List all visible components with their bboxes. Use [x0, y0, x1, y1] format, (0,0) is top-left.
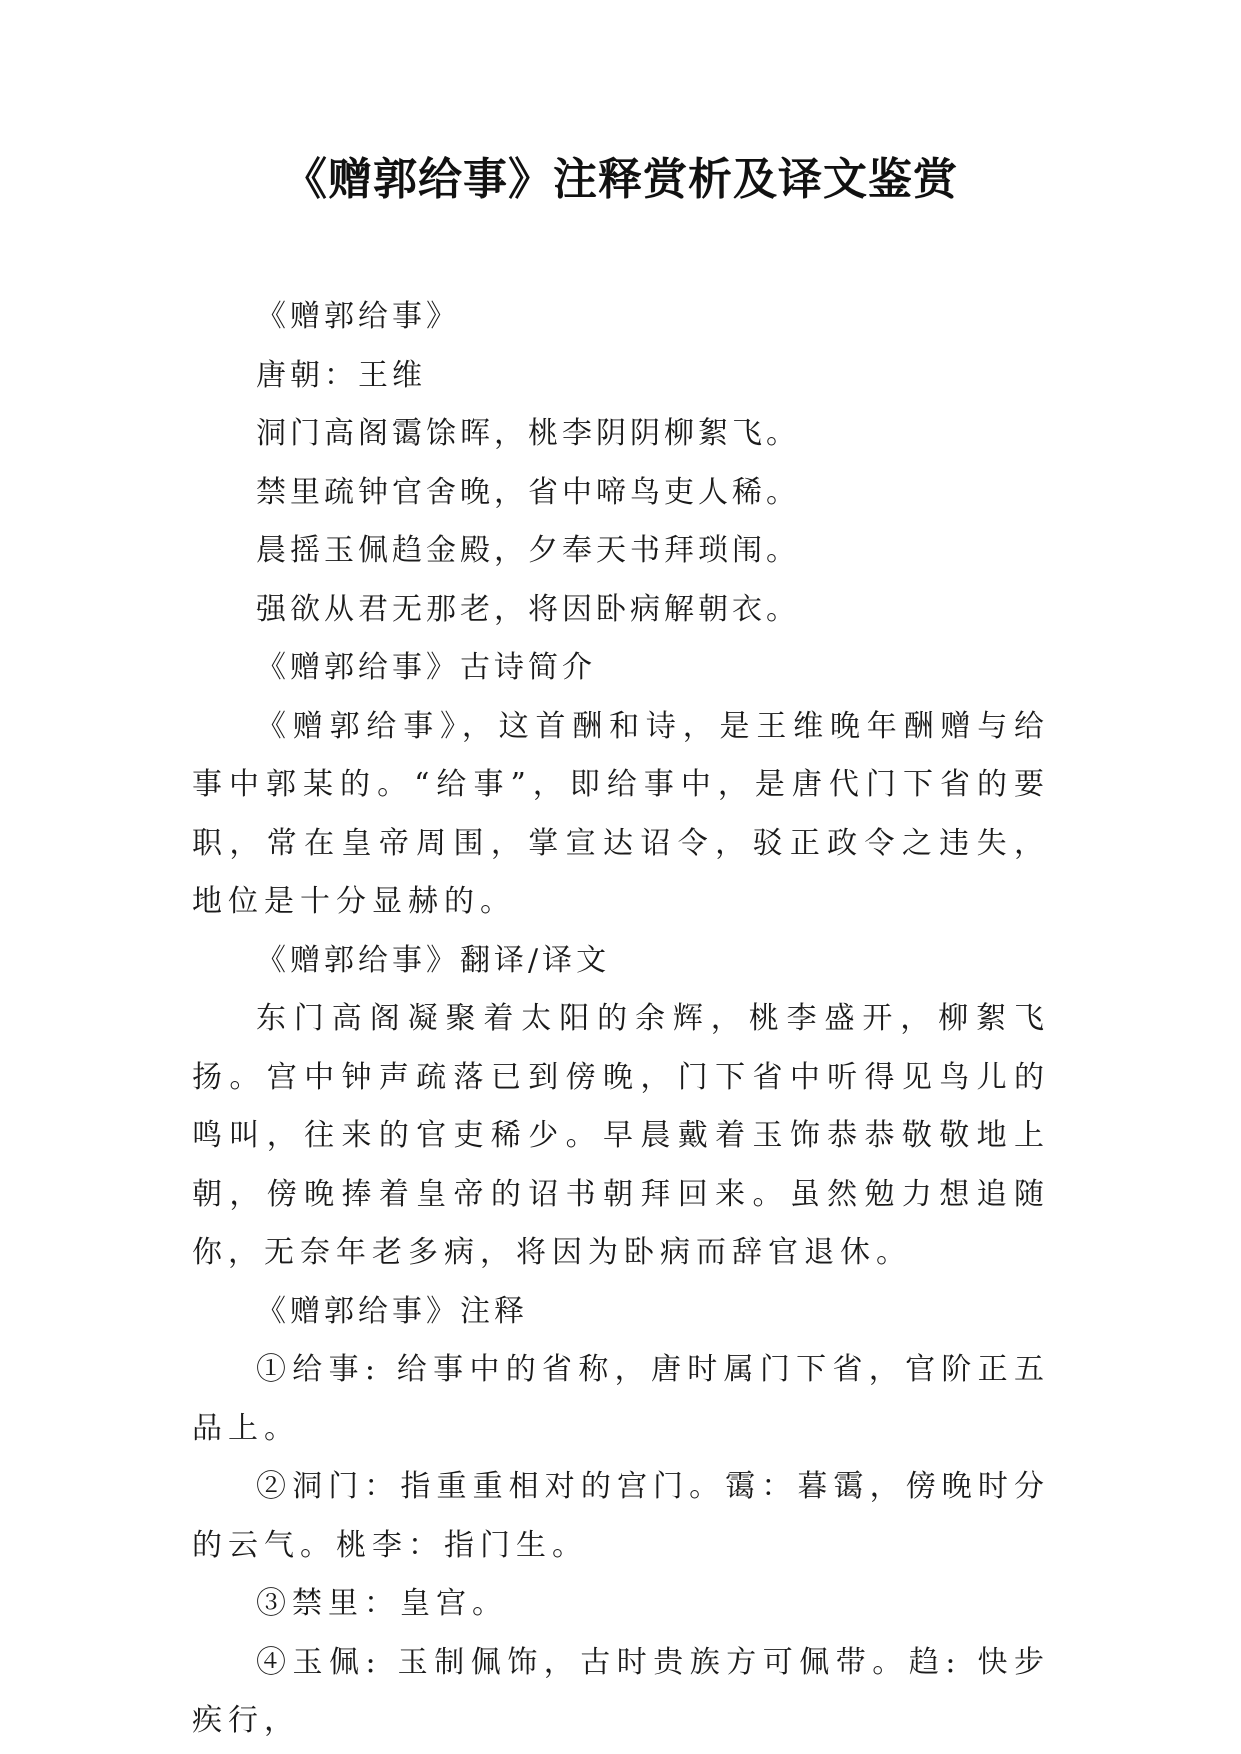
note-item: ①给事: 给事中的省称，唐时属门下省，官阶正五品上。	[192, 1352, 1050, 1446]
poem-author: 唐朝：王维	[256, 357, 426, 393]
poem-line: 禁里疏钟官舍晚，省中啼鸟吏人稀。	[256, 474, 800, 510]
document-body	[192, 288, 1050, 1751]
intro-paragraph: 《赠郭给事》，这首酬和诗，是王维晚年酬赠与给事中郭某的。“给事”，即给事中，是唐代门下省的要职，常在皇帝周围，掌宣达诏令，驳正政令之违失，地位是十分显赫的。	[192, 708, 1050, 919]
notes-heading: 《赠郭给事》注释	[256, 1293, 528, 1329]
poem-heading: 《赠郭给事》	[256, 299, 460, 334]
note-item: ②洞门：指重重相对的宫门。霭：暮霭，傍晚时分的云气。桃李：指门生。	[192, 1469, 1050, 1563]
document-title: 《赠郭给事》注释赏析及译文鉴赏	[283, 154, 958, 205]
translation-paragraph: 东门高阁凝聚着太阳的余辉，桃李盛开，柳絮飞扬。宫中钟声疏落已到傍晚，门下省中听得见鸟儿的鸣叫，往来的官吏稀少。早晨戴着玉饰恭恭敬敬地上朝，傍晚捧着皇帝的诏书朝拜回来。虽然勉力想追随你，无奈年老多病，将因为卧病而辞官退休。	[192, 1001, 1050, 1270]
intro-heading: 《赠郭给事》古诗简介	[256, 650, 596, 685]
note-item: ④玉佩: 玉制佩饰，古时贵族方可佩带。趋: 快步疾行，	[192, 1644, 1050, 1738]
poem-line: 洞门高阁霭馀晖，桃李阴阴柳絮飞。	[256, 416, 800, 451]
poem-line: 晨摇玉佩趋金殿，夕奉天书拜琐闱。	[256, 533, 800, 568]
poem-line: 强欲从君无那老，将因卧病解朝衣。	[256, 591, 800, 627]
translation-heading: 《赠郭给事》翻译/译文	[256, 942, 611, 978]
note-item: ③禁里：皇宫。	[256, 1586, 508, 1621]
